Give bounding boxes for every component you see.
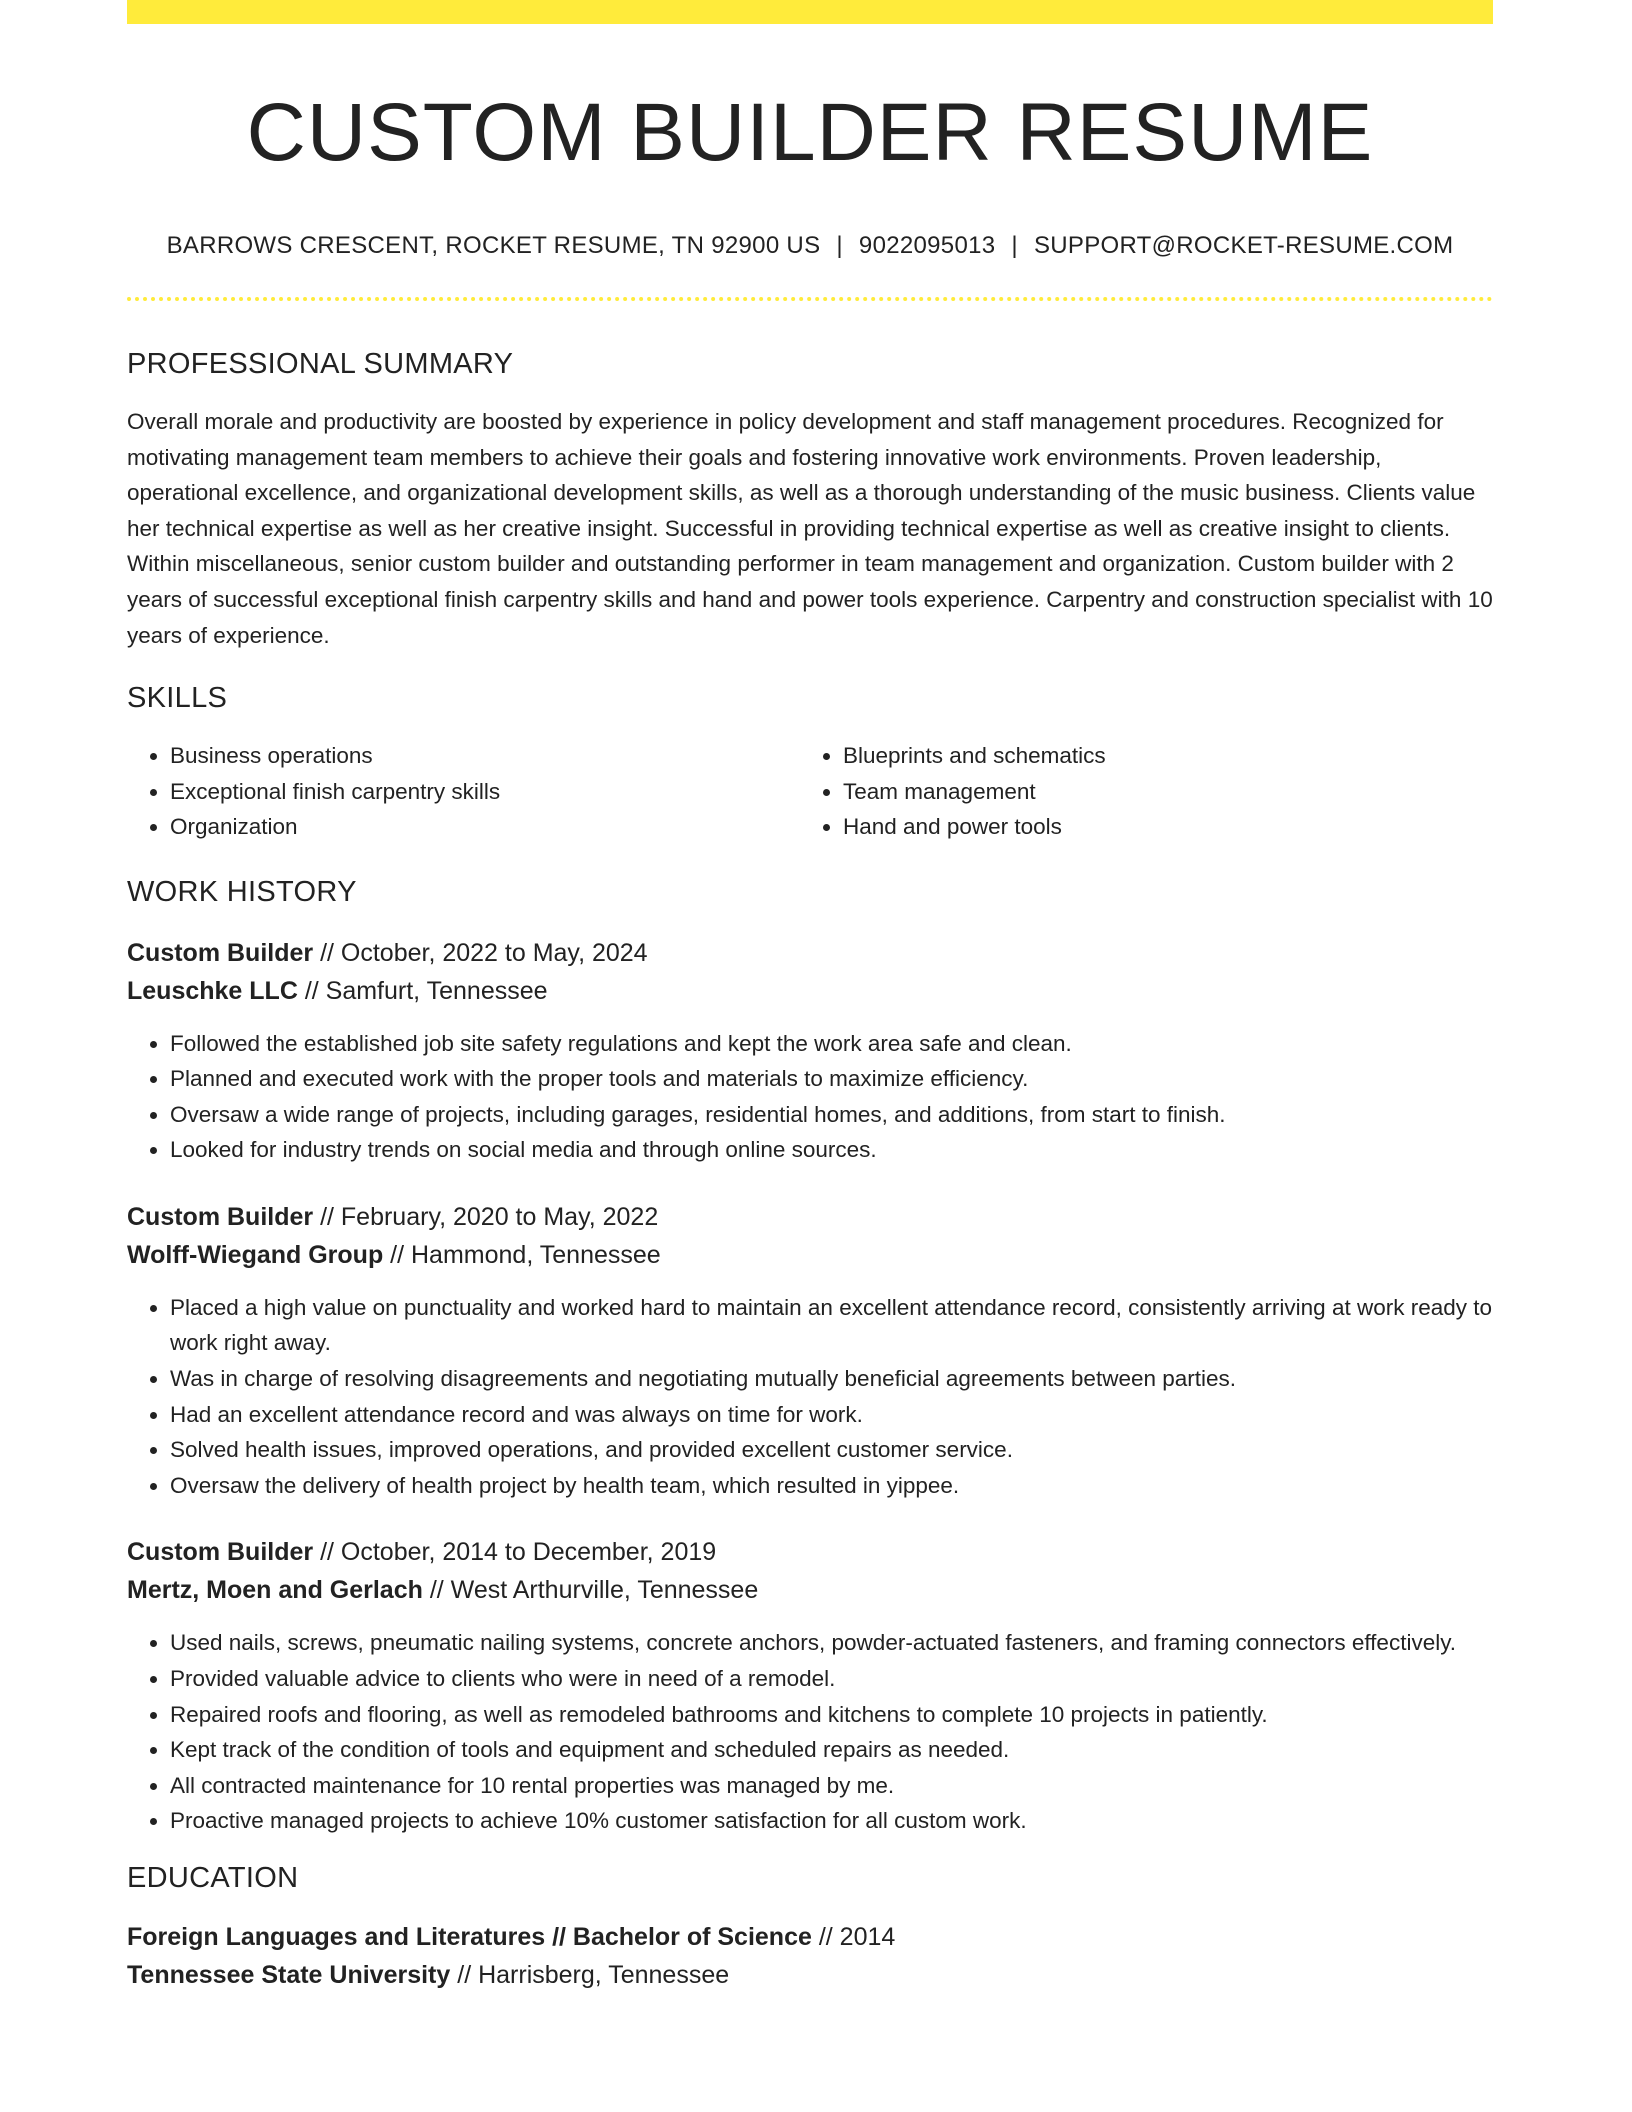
work-history-section	[127, 875, 1493, 1839]
job-bullet: • Solved health issues, improved operations, and provided excellent customer service.	[170, 1432, 1493, 1468]
contact-separator: |	[836, 232, 843, 260]
skill-item: • Exceptional finish carpentry skills	[170, 774, 800, 810]
skills-column-left	[127, 738, 800, 845]
resume-title: CUSTOM BUILDER RESUME	[246, 87, 1374, 178]
job-bullet: • Provided valuable advice to clients who were in need of a remodel.	[170, 1661, 1493, 1697]
contact-phone: 9022095013	[858, 232, 996, 260]
job-bullets	[127, 1625, 1493, 1839]
job-bullets	[127, 1290, 1493, 1504]
job-entry	[127, 934, 1493, 1168]
job-bullet: • Repaired roofs and flooring, as well as remodeled bathrooms and kitchens to complete 10 projects in patiently.	[170, 1697, 1493, 1733]
job-bullet: • Had an excellent attendance record and was always on time for work.	[170, 1397, 1493, 1433]
job-company-line	[127, 1571, 1493, 1609]
education-entry	[127, 1918, 1493, 1994]
education-year: // 2014	[811, 1922, 896, 1951]
skill-item: • Business operations	[170, 738, 800, 774]
job-role: Custom Builder	[127, 1202, 314, 1231]
contact-email: SUPPORT@ROCKET-RESUME.COM	[1033, 232, 1454, 260]
job-location: // Samfurt, Tennessee	[297, 976, 548, 1005]
skills-grid	[127, 738, 1493, 845]
resume-page	[127, 0, 1493, 1994]
job-bullets	[127, 1026, 1493, 1168]
accent-bar	[127, 0, 1493, 24]
section-title-education: EDUCATION	[127, 1862, 299, 1895]
summary-text: Overall morale and productivity are boosted by experience in policy development and staff management procedures. Recognized for motivating management team members to achieve their goals and fostering innovative work environments. Proven leadership, operational excellence, and organizational development skills, as well as a thorough understanding of the music business. Clients value her technical expertise as well as her creative insight. Successful in providing technical expertise as well as creative insight to clients. Within miscellaneous, senior custom builder and outstanding performer in team management and organization. Custom builder with 2 years of successful exceptional finish carpentry skills and hand and power tools experience. Carpentry and construction specialist with 10 years of experience.	[127, 408, 1493, 648]
education-section	[127, 1861, 1493, 1994]
skill-item: • Blueprints and schematics	[843, 738, 1473, 774]
skill-item: • Team management	[843, 774, 1473, 810]
dotted-divider	[127, 297, 1493, 301]
section-title-work: WORK HISTORY	[127, 875, 357, 908]
job-role-line	[127, 934, 1493, 972]
education-degree: Foreign Languages and Literatures // Bachelor of Science	[127, 1922, 812, 1951]
job-bullet: • Followed the established job site safety regulations and kept the work area safe and clean.	[170, 1026, 1493, 1062]
job-company-line	[127, 1236, 1493, 1274]
job-role: Custom Builder	[127, 1538, 314, 1567]
skill-item: • Hand and power tools	[843, 809, 1473, 845]
job-bullet: • Oversaw the delivery of health project by health team, which resulted in yippee.	[170, 1468, 1493, 1504]
job-bullet: • Kept track of the condition of tools and equipment and scheduled repairs as needed.	[170, 1732, 1493, 1768]
job-company: Wolff-Wiegand Group	[127, 1240, 384, 1269]
job-bullet: • All contracted maintenance for 10 rental properties was managed by me.	[170, 1768, 1493, 1804]
job-bullet: • Was in charge of resolving disagreements and negotiating mutually beneficial agreements between parties.	[170, 1361, 1493, 1397]
job-company: Leuschke LLC	[127, 976, 298, 1005]
job-role: Custom Builder	[127, 938, 314, 967]
education-school-line	[127, 1956, 1493, 1994]
education-location: // Harrisberg, Tennessee	[450, 1960, 730, 1989]
job-dates: // February, 2020 to May, 2022	[313, 1202, 659, 1231]
section-title-skills: SKILLS	[127, 682, 228, 715]
job-bullet: • Planned and executed work with the proper tools and materials to maximize efficiency.	[170, 1061, 1493, 1097]
job-dates: // October, 2014 to December, 2019	[313, 1538, 717, 1567]
contact-separator: |	[1011, 232, 1018, 260]
contact-line	[127, 232, 1493, 261]
job-bullet: • Proactive managed projects to achieve 10% customer satisfaction for all custom work.	[170, 1803, 1493, 1839]
job-company: Mertz, Moen and Gerlach	[127, 1576, 423, 1605]
job-company-line	[127, 972, 1493, 1010]
summary-section	[127, 347, 1493, 653]
skill-item: • Organization	[170, 809, 800, 845]
job-location: // Hammond, Tennessee	[383, 1240, 661, 1269]
education-school: Tennessee State University	[127, 1960, 451, 1989]
job-bullet: • Looked for industry trends on social media and through online sources.	[170, 1132, 1493, 1168]
contact-address: BARROWS CRESCENT, ROCKET RESUME, TN 92900 US	[166, 232, 821, 260]
skills-column-right	[800, 738, 1473, 845]
job-entry	[127, 1533, 1493, 1839]
job-role-line	[127, 1533, 1493, 1571]
education-degree-line	[127, 1918, 1493, 1956]
job-role-line	[127, 1198, 1493, 1236]
job-bullet: • Used nails, screws, pneumatic nailing systems, concrete anchors, powder-actuated fasteners, and framing connectors effectively.	[170, 1625, 1493, 1661]
skills-section	[127, 681, 1493, 845]
job-location: // West Arthurville, Tennessee	[422, 1576, 759, 1605]
job-bullet: • Oversaw a wide range of projects, including garages, residential homes, and additions, from start to finish.	[170, 1097, 1493, 1133]
section-title-summary: PROFESSIONAL SUMMARY	[127, 348, 514, 381]
job-dates: // October, 2022 to May, 2024	[313, 938, 648, 967]
job-entry	[127, 1198, 1493, 1504]
job-bullet: • Placed a high value on punctuality and worked hard to maintain an excellent attendance record, consistently arriving at work ready to work right away.	[170, 1290, 1493, 1361]
